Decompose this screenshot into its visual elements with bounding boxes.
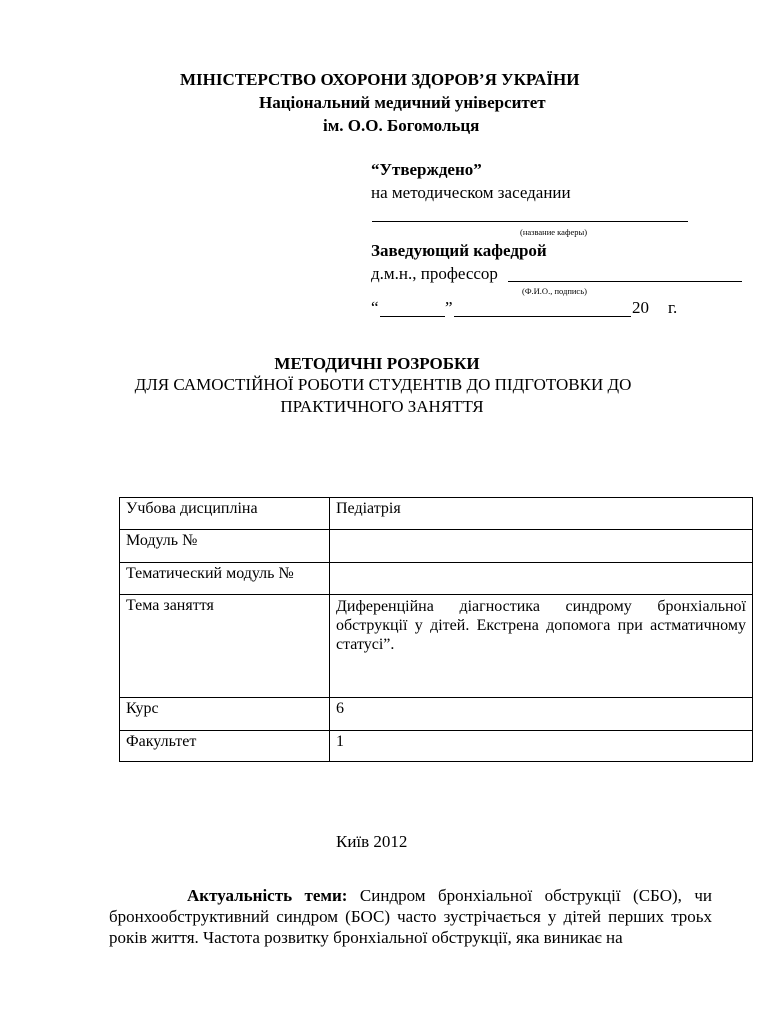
- doc-subtitle-line2: ПРАКТИЧНОГО ЗАНЯТТЯ: [280, 397, 484, 416]
- name-line: [508, 281, 742, 282]
- date-month-line: [454, 316, 631, 317]
- department-caption: (название каферы): [520, 227, 588, 237]
- doc-subtitle-line1: ДЛЯ САМОСТІЙНОЇ РОБОТИ СТУДЕНТІВ ДО ПІДГОТОВКИ ДО: [134, 375, 632, 394]
- row-label: Курс: [120, 698, 330, 731]
- row-value: [330, 530, 753, 563]
- date-year-suffix: г.: [668, 298, 678, 317]
- approval-title: “Утверждено”: [371, 160, 482, 179]
- table-row: [120, 731, 753, 762]
- row-label: Учбова дисципліна: [120, 498, 330, 530]
- head-of-department: Заведующий кафедрой: [371, 241, 547, 260]
- table-row: [120, 498, 753, 530]
- relevance-paragraph: [109, 885, 712, 948]
- row-label: Тема заняття: [120, 595, 330, 698]
- row-value: [330, 563, 753, 595]
- table-row: [120, 595, 753, 698]
- table-row: [120, 698, 753, 731]
- row-label: Факультет: [120, 731, 330, 762]
- name-caption: (Ф.И.О., подпись): [522, 286, 587, 296]
- doc-title: МЕТОДИЧНІ РОЗРОБКИ: [274, 354, 480, 373]
- row-value: 6: [330, 698, 753, 731]
- row-label: Модуль №: [120, 530, 330, 563]
- university-named-after: ім. О.О. Богомольця: [323, 116, 480, 135]
- city-year: Київ 2012: [336, 832, 408, 851]
- approval-meeting: на методическом заседании: [371, 183, 571, 202]
- row-value: Диференційна діагностика синдрому бронхіальної обструкції у дітей. Екстрена допомога при астматичному статусі”.: [330, 595, 753, 698]
- date-close-quote: ”: [445, 298, 453, 317]
- relevance-text: Синдром бронхіальної обструкції (СБО), чи бронхообструктивний синдром (БОС) часто зустрічається у дітей перших троьх років життя. Частота розвитку бронхіальної обструкції, яка виникає на: [109, 886, 712, 947]
- table-row: [120, 563, 753, 595]
- ministry-heading: МІНІСТЕРСТВО ОХОРОНИ ЗДОРОВ’Я УКРАЇНИ: [180, 70, 580, 89]
- row-value: Педіатрія: [330, 498, 753, 530]
- university-name: Національний медичний університет: [259, 93, 546, 112]
- table-row: [120, 530, 753, 563]
- department-line: [372, 221, 688, 222]
- degree-label: д.м.н., профессор: [371, 264, 498, 283]
- row-value: 1: [330, 731, 753, 762]
- course-info-table: [119, 497, 753, 762]
- date-year: 20: [632, 298, 649, 317]
- date-open-quote: “: [371, 298, 379, 317]
- relevance-label: Актуальність теми:: [187, 886, 348, 905]
- row-label: Тематический модуль №: [120, 563, 330, 595]
- date-day-line: [380, 316, 445, 317]
